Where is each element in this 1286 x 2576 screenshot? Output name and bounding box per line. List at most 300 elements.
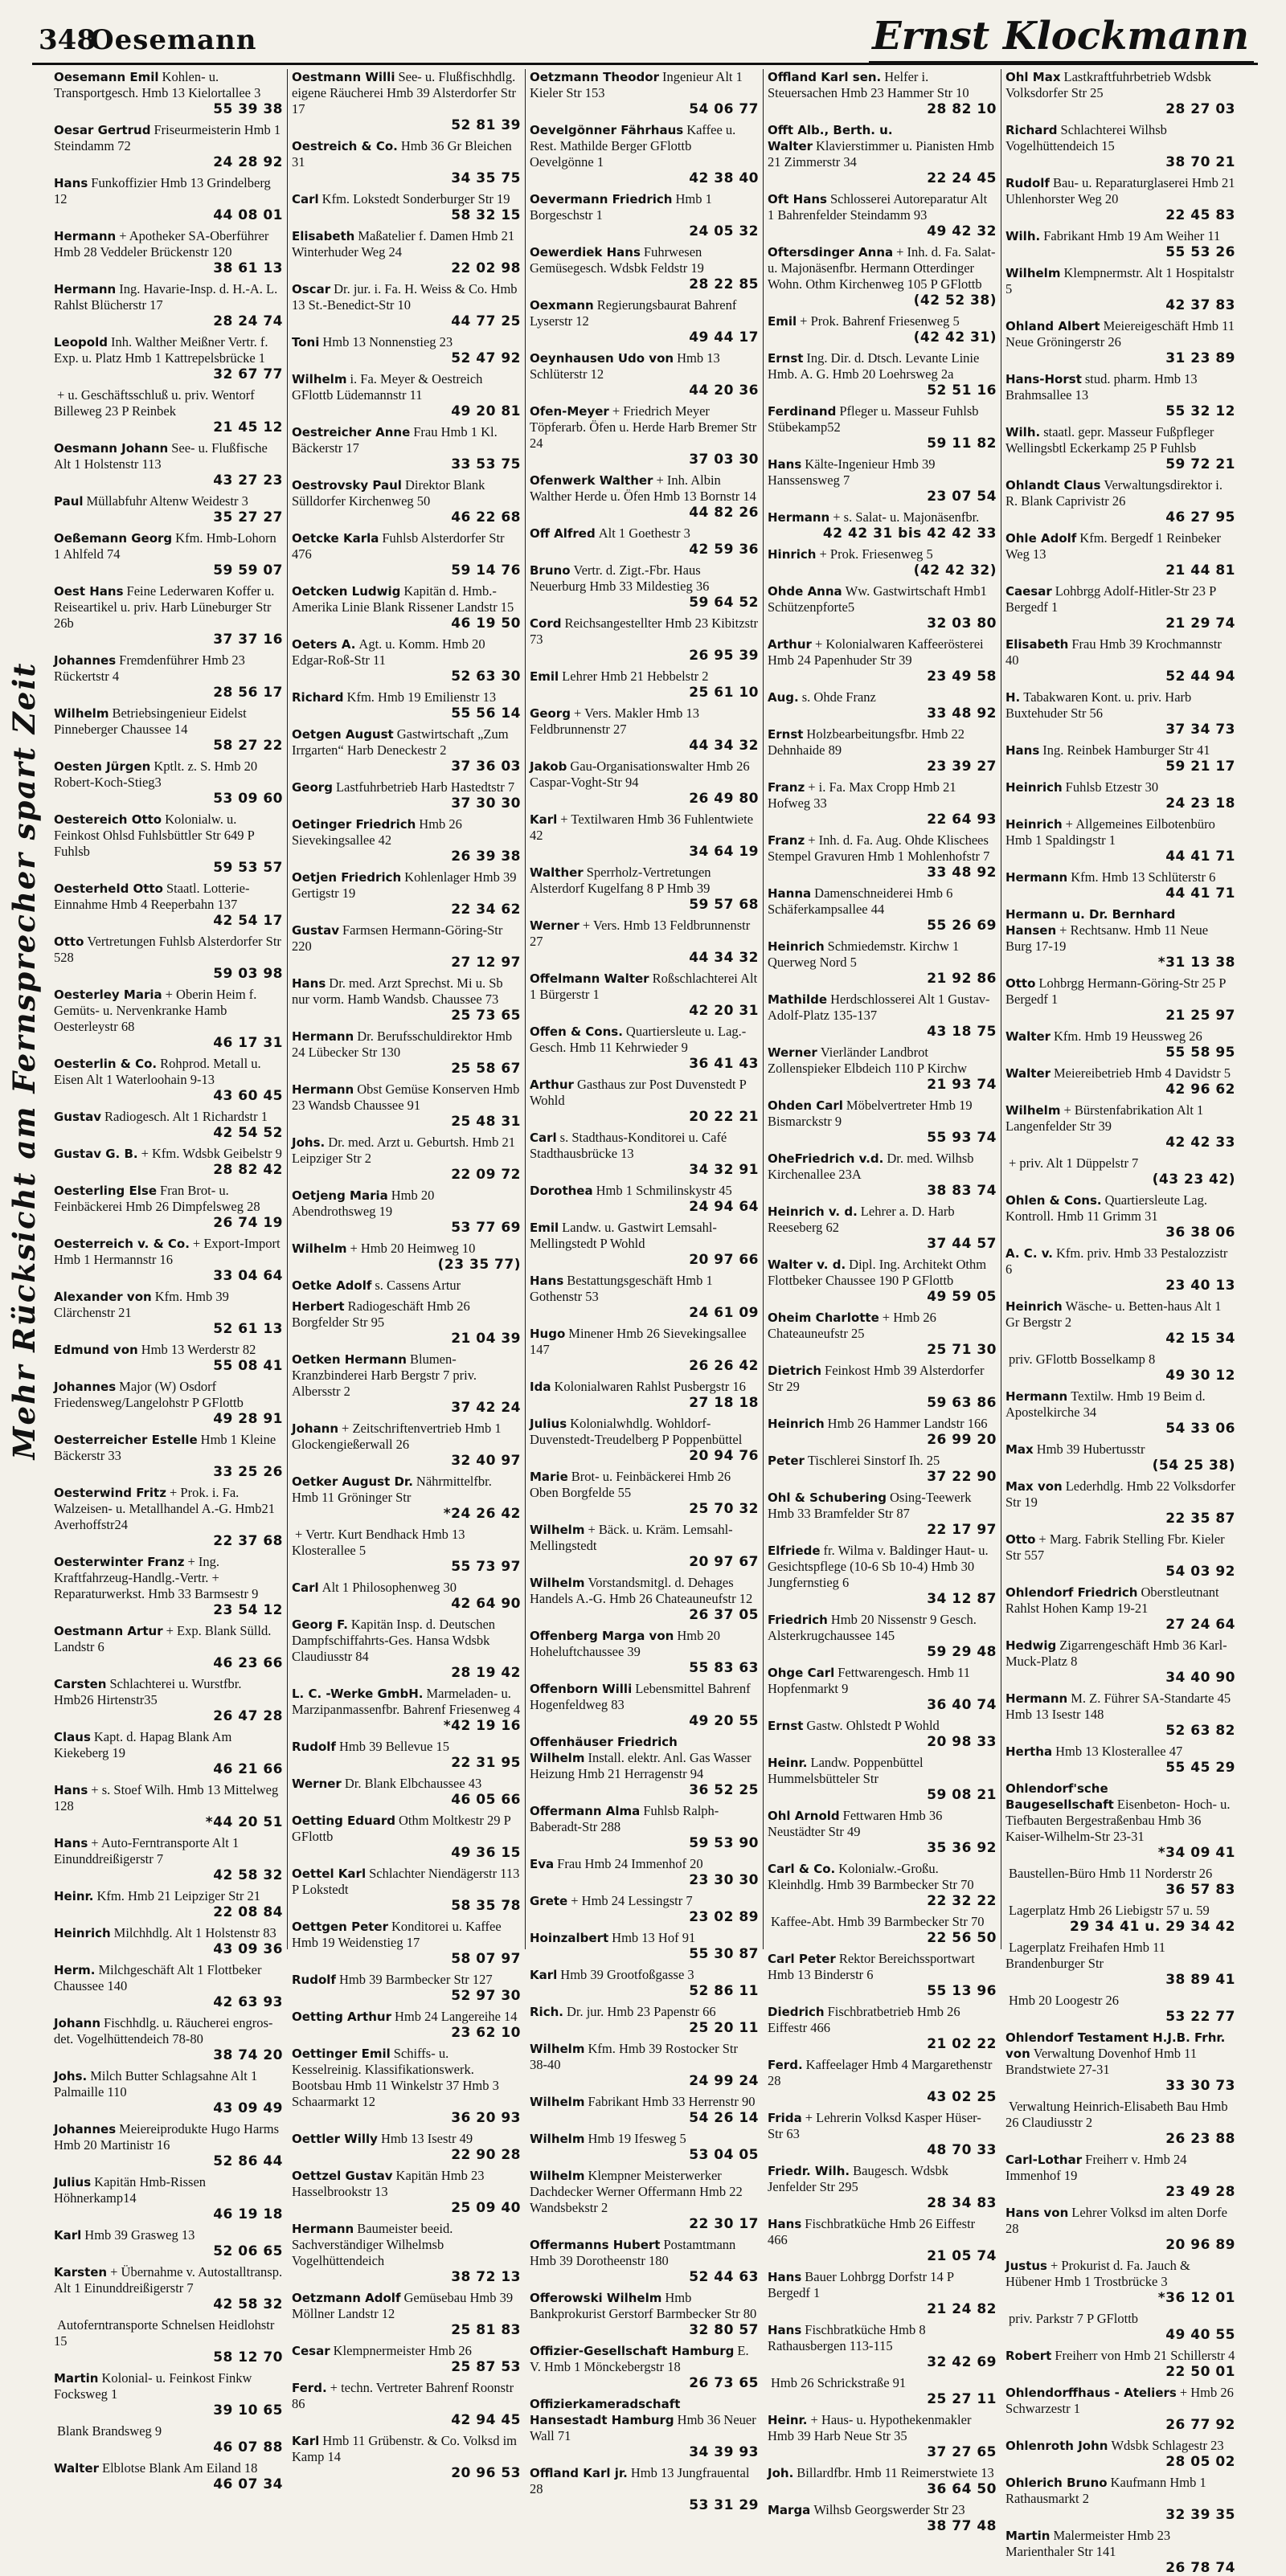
directory-entry <box>54 1623 283 1671</box>
directory-entry <box>54 69 283 117</box>
entry-name: Ofen-Meyer <box>530 404 609 419</box>
entry-phone: 23 30 30 <box>689 1872 759 1888</box>
entry-phone: 28 34 83 <box>927 2195 997 2211</box>
entry-name: Hans <box>768 2323 802 2337</box>
entry-phone: 24 99 24 <box>689 2073 759 2089</box>
directory-entry <box>768 2057 997 2105</box>
entry-phone: 23 49 58 <box>927 669 997 685</box>
entry-phone: 59 14 76 <box>451 562 521 579</box>
entry-detail: Verwaltung Heinrich-Elisabeth Bau Hmb 26 Claudiusstr 2 <box>1005 2099 1228 2130</box>
directory-entry <box>1005 2258 1235 2306</box>
directory-entry <box>530 615 759 664</box>
entry-detail: Install. elektr. Anl. Gas Wasser Heizung Hmb 21 Herragenstr 94 <box>530 1750 752 1781</box>
entry-phone: 37 44 57 <box>927 1236 997 1252</box>
entry-detail: + Auto-Ferntransporte Alt 1 Einunddreißigerstr 7 <box>54 1835 240 1867</box>
directory-entry <box>768 403 997 452</box>
entry-name: Hedwig <box>1005 1638 1057 1653</box>
directory-entry <box>530 1734 759 1798</box>
entry-name: Peter <box>768 1454 805 1468</box>
entry-name: Heinrich <box>768 939 825 954</box>
entry-name: Toni <box>292 335 320 350</box>
directory-entry <box>292 138 521 186</box>
entry-detail: Kaufmann Hmb 1 Rathausmarkt 2 <box>1005 2475 1206 2506</box>
entry-phone: 59 08 21 <box>927 1787 997 1803</box>
directory-column-3 <box>526 69 764 2513</box>
entry-detail: Dr. med. Arzt Sprechst. Mi u. Sb nur vorm. Hamb Wandsb. Chaussee 73 <box>292 975 503 1007</box>
entry-name: Oettgen Peter <box>292 1920 388 1934</box>
directory-entry <box>1005 779 1235 812</box>
entry-name: Oettler Willy <box>292 2132 378 2146</box>
entry-detail: Marmeladen- u. Marzipanmassenfbr. Bahrenf Friesenweg 4 <box>292 1686 521 1717</box>
directory-entry <box>1005 1245 1235 1294</box>
entry-detail: Fettwarengesch. Hmb 11 Hopfenmarkt 9 <box>768 1665 971 1696</box>
directory-entry <box>1005 1940 1235 1988</box>
entry-detail: + Exp. Blank Sülld. Landstr 6 <box>54 1623 272 1654</box>
entry-name: Hans <box>54 1836 88 1850</box>
directory-entry <box>292 1739 521 1771</box>
directory-entry <box>292 2221 521 2285</box>
entry-name: Oetzmann Theodor <box>530 70 659 84</box>
directory-entry <box>54 758 283 807</box>
entry-detail: Lehrer a. D. Harb Reeseberg 62 <box>768 1204 955 1235</box>
entry-detail: + u. Geschäftsschluß u. priv. Wentorf Billeweg 23 P Reinbek <box>54 387 255 419</box>
entry-phone: 42 15 34 <box>1165 1331 1235 1347</box>
directory-entry <box>54 583 283 648</box>
directory-entry <box>768 1257 997 1305</box>
entry-detail: Ing. Dir. d. Dtsch. Levante Linie Hmb. A. G. Hmb 20 Loehrsweg 2a <box>768 350 980 382</box>
directory-entry <box>54 2227 283 2259</box>
entry-phone: 21 44 81 <box>1165 562 1235 579</box>
entry-phone: 42 64 90 <box>451 1596 521 1612</box>
entry-detail: Othm Moltkestr 29 P GFlottb <box>292 1813 511 1844</box>
entry-detail: Feinkost Hmb 39 Alsterdorfer Str 29 <box>768 1363 985 1394</box>
entry-phone: 44 20 36 <box>689 382 759 399</box>
entry-detail: + Friedrich Meyer Töpferarb. Öfen u. Herde Harb Bremer Str 24 <box>530 403 757 451</box>
directory-entry <box>768 938 997 987</box>
directory-entry <box>1005 175 1235 223</box>
entry-detail: Dr. Berufsschuldirektor Hmb 24 Lübecker Str 130 <box>292 1028 513 1060</box>
entry-name: Oesterreich v. & Co. <box>54 1237 190 1251</box>
entry-detail: Brot- u. Feinbäckerei Hmb 26 Oben Borgfelde 55 <box>530 1469 731 1500</box>
entry-detail: Feine Lederwaren Koffer u. Reiseartikel u. priv. Harb Lüneburger Str 26b <box>54 583 275 631</box>
entry-detail: + Übernahme v. Autostalltransp. Alt 1 Einunddreißigerstr 7 <box>54 2264 283 2296</box>
entry-detail: Hmb 20 Nissenstr 9 Gesch. Alsterkrugchaussee 145 <box>768 1612 977 1643</box>
entry-detail: Kolonialwaren Rahlst Pusbergstr 16 <box>554 1379 746 1394</box>
entry-phone: 26 78 74 <box>1165 2560 1235 2576</box>
entry-name: Ohlendorf'sche Baugesellschaft <box>1005 1781 1114 1812</box>
entry-phone: 54 33 06 <box>1165 1421 1235 1437</box>
entry-name: Hermann <box>54 282 117 296</box>
entry-phone: 55 08 41 <box>213 1358 283 1374</box>
entry-name: Carl & Co. <box>768 1862 836 1876</box>
directory-entry <box>292 1813 521 1861</box>
entry-name: Elfriede <box>768 1544 821 1558</box>
entry-detail: Lohbrgg Hermann-Göring-Str 25 P Bergedf 1 <box>1005 975 1226 1007</box>
entry-detail: Ing. Reinbek Hamburger Str 41 <box>1042 742 1210 758</box>
directory-entry <box>530 1469 759 1517</box>
entry-detail: Schmiedemstr. Kirchw 1 Querweg Nord 5 <box>768 938 960 970</box>
directory-entry <box>768 122 997 186</box>
entry-detail: Farmsen Hermann-Göring-Str 220 <box>292 922 503 954</box>
entry-detail: Baustellen-Büro Hmb 11 Norderstr 26 <box>1009 1866 1213 1881</box>
directory-entry <box>54 1554 283 1618</box>
directory-entry <box>530 403 759 468</box>
entry-phone: 25 73 65 <box>451 1008 521 1024</box>
entry-detail: Blank Brandsweg 9 <box>57 2423 162 2439</box>
directory-entry <box>292 2343 521 2375</box>
directory-entry <box>292 1580 521 1612</box>
entry-detail: Möbelvertreter Hmb 19 Bismarckstr 9 <box>768 1098 973 1129</box>
entry-detail: Lagerplatz Freihafen Hmb 11 Brandenburger Str <box>1005 1940 1166 1971</box>
entry-name: Walter v. d. <box>768 1257 846 1272</box>
entry-detail: Autoferntransporte Schnelsen Heidlohstr 15 <box>54 2317 275 2349</box>
directory-entry <box>768 1808 997 1856</box>
directory-entry <box>292 1082 521 1130</box>
entry-name: Richard <box>292 690 344 705</box>
directory-column-2 <box>288 69 526 2481</box>
entry-detail: Hmb 1 Borgeschstr 1 <box>530 191 712 223</box>
entry-name: Oetken Hermann <box>292 1352 407 1367</box>
entry-detail: Rektor Bereichssportwart Hmb 13 Binderstr 6 <box>768 1951 975 1982</box>
entry-detail: Hmb 13 Isestr 49 <box>380 2131 473 2146</box>
entry-name: Emil <box>530 1221 559 1235</box>
entry-phone: 38 70 21 <box>1165 154 1235 170</box>
entry-name: Bruno <box>530 563 571 578</box>
entry-detail: + Kfm. Wdsbk Geibelstr 9 <box>141 1146 282 1161</box>
directory-entry <box>292 583 521 632</box>
entry-detail: Kfm. Hmb 13 Schlüterstr 6 <box>1071 869 1216 885</box>
entry-phone: 23 02 89 <box>689 1909 759 1925</box>
entry-name: Hermann <box>292 1029 354 1044</box>
entry-name: Johannes <box>54 1380 117 1394</box>
entry-detail: Bestattungsgeschäft Hmb 1 Gothenstr 53 <box>530 1273 713 1304</box>
entry-phone: 42 59 36 <box>689 542 759 558</box>
entry-detail: See- u. Flußfische Alt 1 Holstenstr 113 <box>54 440 268 472</box>
entry-name: Ohlerich Bruno <box>1005 2476 1108 2490</box>
entry-detail: Lohbrgg Adolf-Hitler-Str 23 P Bergedf 1 <box>1005 583 1216 615</box>
entry-detail: Hmb 13 Jungfrauental 28 <box>530 2465 750 2496</box>
entry-name: A. C. v. <box>1005 1246 1053 1261</box>
entry-name: Wilhelm <box>1005 1103 1061 1118</box>
entry-name: Hugo <box>530 1327 566 1341</box>
directory-entry <box>768 1098 997 1146</box>
entry-name: Hoinzalbert <box>530 1931 609 1945</box>
directory-entry <box>54 2121 283 2169</box>
directory-entry <box>768 2269 997 2317</box>
directory-entry <box>530 191 759 239</box>
entry-detail: Schlachterei Wilhsb Vogelhüttendeich 15 <box>1005 122 1167 153</box>
entry-name: Heinr. <box>768 2413 808 2427</box>
entry-name: Ernst <box>768 351 804 366</box>
directory-entry <box>530 865 759 913</box>
entry-phone: 25 87 53 <box>451 2359 521 2375</box>
entry-detail: Fran Brot- u. Feinbäckerei Hmb 26 Dimpfelsweg 28 <box>54 1183 260 1214</box>
directory-entry <box>768 546 997 579</box>
entry-detail: Fabrikant Hmb 19 Am Weiher 11 <box>1043 228 1221 243</box>
directory-entry <box>1005 2152 1235 2200</box>
entry-name: Oetjen Friedrich <box>292 870 402 885</box>
directory-entry <box>530 2168 759 2232</box>
entry-detail: Gastw. Ohlstedt P Wohld <box>806 1718 940 1733</box>
entry-detail: Hmb 13 Nonnenstieg 23 <box>322 334 453 350</box>
entry-detail: Friseurmeisterin Hmb 1 Steindamm 72 <box>54 122 281 153</box>
entry-phone: 25 71 30 <box>927 1342 997 1358</box>
entry-name: Hans <box>1005 743 1040 758</box>
entry-detail: + Allgemeines Eilbotenbüro Hmb 1 Spaldingstr 1 <box>1005 816 1215 848</box>
entry-phone: *42 19 16 <box>443 1718 521 1734</box>
directory-entry <box>530 918 759 966</box>
entry-detail: Kptlt. z. S. Hmb 20 Robert-Koch-Stieg3 <box>54 758 258 790</box>
directory-entry <box>54 1676 283 1724</box>
directory-entry <box>1005 1584 1235 1633</box>
entry-phone: 21 02 22 <box>927 2036 997 2052</box>
entry-detail: Herdschlosserei Alt 1 Gustav-Adolf-Platz 135-137 <box>768 992 990 1023</box>
entry-detail: Milchhdlg. Alt 1 Holstenstr 83 <box>113 1925 276 1940</box>
entry-phone: 55 26 69 <box>927 918 997 934</box>
entry-name: Ferd. <box>768 2058 803 2072</box>
entry-name: Richard <box>1005 123 1058 137</box>
entry-name: Wilh. <box>1005 425 1041 440</box>
entry-phone: 52 51 16 <box>927 382 997 399</box>
entry-detail: Fischbratküche Hmb 26 Eiffestr 466 <box>768 2216 976 2247</box>
entry-name: Offerowski Wilhelm <box>530 2291 662 2305</box>
entry-detail: Bau- u. Reparaturglaserei Hmb 21 Uhlenhorster Weg 20 <box>1005 175 1235 206</box>
directory-entry <box>292 2168 521 2216</box>
page-surname-range: Oesemann <box>90 24 257 56</box>
directory-entry <box>292 726 521 775</box>
entry-name: Heinrich <box>54 1926 111 1940</box>
entry-phone: 37 36 03 <box>451 758 521 775</box>
entry-detail: + Zeitschriftenvertrieb Hmb 1 Glockengießerwall 26 <box>292 1421 502 1452</box>
entry-detail: + Rechtsanw. Hmb 11 Neue Burg 17-19 <box>1005 922 1209 954</box>
entry-phone: 55 83 63 <box>689 1660 759 1676</box>
entry-phone: 46 17 31 <box>213 1035 283 1051</box>
entry-name: Wilhelm <box>530 1523 585 1537</box>
directory-entry <box>1005 424 1235 472</box>
entry-detail: Hmb 39 Grasweg 13 <box>84 2227 195 2243</box>
directory-entry <box>530 562 759 611</box>
entry-detail: Gastwirtschaft „Zum Irrgarten“ Harb Deneckestr 2 <box>292 726 509 758</box>
entry-detail: Quartiersleute u. Lag.-Gesch. Hmb 11 Kehrwieder 9 <box>530 1024 747 1055</box>
entry-detail: Schlosserei Autoreparatur Alt 1 Bahrenfelder Steindamm 93 <box>768 191 988 223</box>
directory-entry <box>1005 1781 1235 1861</box>
entry-detail: + Vertr. Kurt Bendhack Hmb 13 Klosterallee 5 <box>292 1527 465 1558</box>
entry-phone: 22 30 17 <box>689 2216 759 2232</box>
entry-name: Wilhelm <box>530 2095 585 2109</box>
entry-detail: Hmb 39 Barmbecker Str 127 <box>338 1972 493 1987</box>
directory-entry <box>292 1919 521 1967</box>
entry-phone: 46 23 66 <box>213 1655 283 1671</box>
entry-phone: 49 44 17 <box>689 329 759 346</box>
entry-name: Oettel Karl <box>292 1867 367 1881</box>
entry-detail: Dr. jur. i. Fa. H. Weiss & Co. Hmb 13 St.-Benedict-Str 10 <box>292 281 518 313</box>
entry-name: Oest Hans <box>54 584 124 599</box>
directory-entry <box>54 1729 283 1777</box>
entry-detail: Frau Hmb 24 Immenhof 20 <box>557 1856 703 1871</box>
directory-entry <box>1005 1691 1235 1739</box>
entry-detail: Ing. Havarie-Insp. d. H.-A. L. Rahlst Blücherstr 17 <box>54 281 278 313</box>
directory-entry <box>1005 2438 1235 2470</box>
entry-detail: Radiogesch. Alt 1 Richardstr 1 <box>104 1109 268 1124</box>
entry-name: Georg <box>530 706 571 721</box>
entry-detail: Kfm. Hmb 19 Emilienstr 13 <box>346 689 497 705</box>
directory-entry <box>1005 906 1235 971</box>
entry-detail: Schlachterei u. Wurstfbr. Hmb26 Hirtenstr35 <box>54 1676 242 1707</box>
entry-phone: 34 40 90 <box>1165 1670 1235 1686</box>
entry-phone: 36 52 25 <box>689 1782 759 1798</box>
entry-detail: Vertr. d. Zigt.-Fbr. Haus Neuerburg Hmb 33 Mildestieg 36 <box>530 562 710 594</box>
directory-entry <box>1005 1155 1235 1188</box>
entry-phone: 55 56 14 <box>451 705 521 722</box>
entry-phone: 22 32 22 <box>927 1893 997 1909</box>
directory-entry <box>1005 1531 1235 1580</box>
entry-detail: Vierländer Landbrot Zollenspieker Elbdeich 110 P Kirchw <box>768 1045 968 1076</box>
entry-phone: 55 13 96 <box>927 1983 997 1999</box>
entry-name: Johs. <box>292 1135 326 1150</box>
entry-detail: Kolonialw.-Großu. Kleinhdlg. Hmb 39 Barmbecker Str 70 <box>768 1861 974 1892</box>
entry-detail: Hmb 11 Grübenstr. & Co. Volksd im Kamp 14 <box>292 2433 518 2464</box>
entry-name: Offermann Alma <box>530 1804 641 1818</box>
entry-detail: Major (W) Osdorf Friedensweg/Langelohstr P GFlottb <box>54 1379 244 1410</box>
entry-name: Oetgen August <box>292 727 394 742</box>
entry-detail: Hmb 13 Hof 91 <box>612 1930 696 1945</box>
directory-entry <box>530 758 759 807</box>
directory-entry <box>292 1351 521 1416</box>
directory-entry <box>768 689 997 722</box>
entry-phone: *44 20 51 <box>205 1814 283 1830</box>
entry-phone: 35 36 92 <box>927 1840 997 1856</box>
entry-phone: 22 02 98 <box>451 260 521 276</box>
entry-phone: 28 82 42 <box>213 1162 283 1178</box>
entry-detail: M. Z. Führer SA-Standarte 45 Hmb 13 Isestr 148 <box>1005 1691 1231 1722</box>
entry-detail: Klempnermstr. Alt 1 Hospitalstr 5 <box>1005 265 1235 296</box>
directory-entry <box>292 530 521 579</box>
entry-name: Elisabeth <box>1005 637 1069 652</box>
entry-phone: 43 18 75 <box>927 1024 997 1040</box>
entry-name: Martin <box>54 2371 99 2386</box>
entry-detail: Baugesch. Wdsbk Jenfelder Str 295 <box>768 2163 948 2194</box>
directory-entry <box>530 1326 759 1374</box>
entry-phone: 44 41 71 <box>1165 885 1235 902</box>
directory-entry <box>1005 1192 1235 1241</box>
entry-detail: Hmb 20 Abendrothsweg 19 <box>292 1188 435 1219</box>
entry-phone: 38 74 20 <box>213 2047 283 2063</box>
entry-phone: 59 53 90 <box>689 1835 759 1851</box>
entry-phone: 55 73 97 <box>451 1559 521 1575</box>
entry-phone: 58 27 22 <box>213 738 283 754</box>
entry-phone: 52 63 82 <box>1165 1723 1235 1739</box>
entry-detail: Dr. Blank Elbchaussee 43 <box>344 1776 482 1791</box>
entry-name: Ida <box>530 1380 551 1394</box>
entry-phone: 42 54 17 <box>213 913 283 929</box>
entry-detail: Hmb 20 Loogestr 26 <box>1009 1993 1120 2008</box>
entry-phone: 26 23 88 <box>1165 2131 1235 2147</box>
entry-phone: 46 07 88 <box>213 2439 283 2455</box>
entry-name: Wilhelm <box>530 2132 585 2146</box>
directory-entry <box>1005 1744 1235 1776</box>
entry-phone: 21 45 12 <box>213 419 283 435</box>
entry-name: Friedr. Wilh. <box>768 2164 850 2178</box>
entry-name: Heinrich <box>768 1417 825 1431</box>
entry-name: Diedrich <box>768 2005 825 2019</box>
entry-phone: 55 58 95 <box>1165 1045 1235 1061</box>
entry-name: Ohland Albert <box>1005 319 1100 333</box>
directory-entry <box>768 2502 997 2534</box>
directory-entry <box>1005 2205 1235 2253</box>
entry-phone: 28 22 85 <box>689 276 759 292</box>
entry-name: Johs. <box>54 2069 88 2083</box>
directory-entry <box>292 869 521 918</box>
entry-phone: 23 49 28 <box>1165 2184 1235 2200</box>
entry-phone: (42 52 38) <box>913 292 997 309</box>
entry-phone: 46 27 95 <box>1165 509 1235 525</box>
directory-entry <box>530 1930 759 1962</box>
directory-entry <box>54 530 283 579</box>
entry-name: Oesar Gertrud <box>54 123 151 137</box>
entry-detail: + Prok. Friesenweg 5 <box>819 546 933 562</box>
entry-name: Walter <box>1005 1066 1051 1081</box>
entry-phone: 27 18 18 <box>689 1395 759 1411</box>
entry-name: Karl <box>530 1968 558 1982</box>
entry-phone: 26 26 42 <box>689 1358 759 1374</box>
entry-detail: Lastkraftfuhrbetrieb Wdsbk Volksdorfer Str 25 <box>1005 69 1211 100</box>
entry-phone: 46 05 66 <box>451 1792 521 1808</box>
entry-detail: Kolonialw. u. Feinkost Ohlsd Fuhlsbüttler Str 649 P Fuhlsb <box>54 812 255 859</box>
entry-phone: 36 64 50 <box>927 2481 997 2497</box>
entry-detail: Tischlerei Sinstorf Ih. 25 <box>807 1453 940 1468</box>
entry-name: Oscar <box>292 282 331 296</box>
entry-detail: Fuhlsb Etzestr 30 <box>1065 779 1159 795</box>
entry-detail: Fischhdlg. u. Räucherei engros-det. Vogelhüttendeich 78-80 <box>54 2015 273 2046</box>
entry-detail: Meiereibetrieb Hmb 4 Davidstr 5 <box>1054 1065 1231 1081</box>
entry-detail: Kapitän Hmb-Rissen Höhnerkamp14 <box>54 2174 207 2206</box>
entry-detail: Nährmittelfbr. Hmb 11 Gröninger Str <box>292 1474 492 1505</box>
entry-name: Oesterwinter Franz <box>54 1555 185 1569</box>
entry-phone: 46 19 18 <box>213 2206 283 2222</box>
entry-name: Oexmann <box>530 298 594 313</box>
entry-phone: 43 60 45 <box>213 1088 283 1104</box>
entry-phone: *24 26 42 <box>443 1506 521 1522</box>
entry-phone: 38 72 13 <box>451 2269 521 2285</box>
entry-name: Oevermann Friedrich <box>530 192 673 206</box>
entry-name: Heinrich <box>1005 817 1063 832</box>
entry-phone: 48 70 33 <box>927 2142 997 2158</box>
entry-detail: Schiffs- u. Kesselreinig. Klassifikationswerk. Bootsbau Hmb 11 Winkelstr 37 Hmb 3 Schaarmarkt 12 <box>292 2046 499 2109</box>
entry-detail: Eisenbeton- Hoch- u. Tiefbauten Bergestraßenbau Hmb 36 Kaiser-Wilhelm-Str 23-31 <box>1005 1797 1231 1844</box>
entry-phone: 53 22 77 <box>1165 2009 1235 2025</box>
entry-phone: 26 37 05 <box>689 1607 759 1623</box>
entry-phone: 22 31 95 <box>451 1755 521 1771</box>
entry-name: Robert <box>1005 2349 1052 2363</box>
entry-phone: 22 37 68 <box>213 1533 283 1549</box>
directory-entry <box>530 1681 759 1729</box>
directory-entry <box>54 2460 283 2492</box>
entry-detail: + Export-Import Hmb 1 Hermannstr 16 <box>54 1236 281 1267</box>
entry-name: Ernst <box>768 1719 804 1733</box>
entry-detail: Kfm. Bergedf 1 Reinbeker Weg 13 <box>1005 530 1221 562</box>
entry-phone: 42 37 83 <box>1165 297 1235 313</box>
entry-detail: Hmb 39 Bellevue 15 <box>338 1739 449 1754</box>
entry-detail: Lagerplatz Hmb 26 Liebigstr 57 u. 59 <box>1009 1903 1210 1918</box>
entry-detail: Lederhdlg. Hmb 22 Volksdorfer Str 19 <box>1005 1478 1235 1510</box>
entry-name: Oestereich Otto <box>54 812 162 827</box>
directory-entry <box>768 1718 997 1750</box>
entry-name: Emil <box>530 669 559 684</box>
entry-name: Carsten <box>54 1677 107 1691</box>
entry-name: Offt Alb., Berth. u. Walter <box>768 123 893 153</box>
entry-name: Georg F. <box>292 1617 348 1632</box>
entry-name: Offelmann Walter <box>530 971 649 986</box>
